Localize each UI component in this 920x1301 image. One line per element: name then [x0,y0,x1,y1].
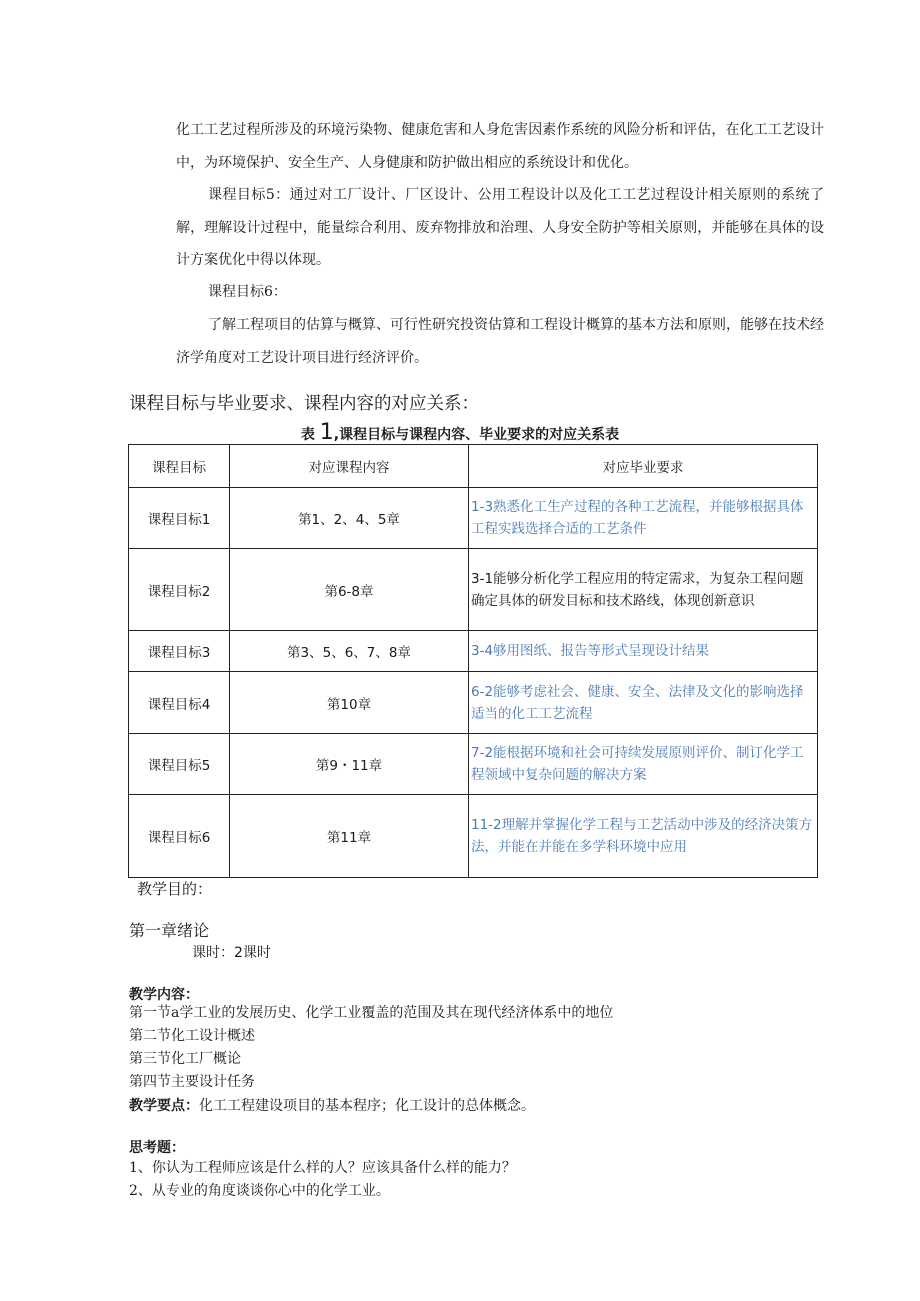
content-cell: 第3、5、6、7、8章 [230,631,469,672]
caption-prefix: 表 [300,427,315,443]
table-row [129,631,818,672]
content-cell: 第1、2、4、5章 [230,488,469,549]
requirement-cell: 6-2能够考虑社会、健康、安全、法律及文化的影响选择适当的化工工艺流程 [469,672,818,734]
content-cell: 第10章 [230,672,469,734]
requirement-cell: 11-2理解并掌握化学工程与工艺活动中涉及的经济决策方法，并能在并能在多学科环境中应用 [469,795,818,878]
table-header-row [129,445,818,488]
content-cell: 第6-8章 [230,549,469,631]
goal-mapping-table [128,444,818,878]
requirement-cell: 3-4够用图纸、报告等形式呈现设计结果 [469,631,818,672]
header-goal: 课程目标 [129,445,230,488]
goal-cell: 课程目标6 [129,795,230,878]
chapter-title: 第一章绪论 [129,921,210,940]
caption-text: ,课程目标与课程内容、毕业要求的对应关系表 [333,427,620,443]
teaching-purpose-label: 教学目的： [137,880,213,898]
requirement-cell: 7-2能根据环境和社会可持续发展原则评价、制订化学工程领域中复杂问题的解决方案 [469,734,818,795]
table-row [129,795,818,878]
questions-label: 思考题： [129,1140,185,1156]
table-row [129,549,818,631]
content-cell: 第9・11章 [230,734,469,795]
goal-cell: 课程目标4 [129,672,230,734]
header-content: 对应课程内容 [230,445,469,488]
teaching-key-text: 化工工程建设项目的基本程序；化工设计的总体概念。 [199,1098,535,1114]
content-cell: 第11章 [230,795,469,878]
teaching-key-label: 教学要点： [129,1098,199,1114]
requirement-cell: 1-3熟悉化工生产过程的各种工艺流程，并能够根据具体工程实践选择合适的工艺条件 [469,488,818,549]
paragraph-risk-analysis: 化工工艺过程所涉及的环境污染物、健康危害和人身危害因素作系统的风险分析和评估，在化工工艺设计中，为环境保护、安全生产、人身健康和防护做出相应的系统设计和优化。 [176,122,824,171]
class-hours: 课时：2课时 [192,945,271,961]
goal-cell: 课程目标5 [129,734,230,795]
table-caption [0,420,920,445]
relation-heading: 课程目标与毕业要求、课程内容的对应关系： [129,394,479,414]
goal-cell: 课程目标3 [129,631,230,672]
section-item: 第二节化工设计概述 [129,1028,255,1044]
section-item: 第三节化工厂概论 [129,1051,241,1067]
teaching-key-points [129,1095,535,1115]
header-requirement: 对应毕业要求 [469,445,818,488]
table-row [129,488,818,549]
section-item: 第四节主要设计任务 [129,1074,255,1090]
teaching-content-label: 教学内容： [129,987,199,1003]
paragraph-goal-5: 课程目标5：通过对工厂设计、厂区设计、公用工程设计以及化工工艺过程设计相关原则的系统了解，理解设计过程中，能量综合利用、废弃物排放和治理、人身安全防护等相关原则，并能够在具体的设计方案优化中得以体现。 [176,187,824,268]
paragraph-goal-6: 了解工程项目的估算与概算、可行性研究投资估算和工程设计概算的基本方法和原则，能够在技术经济学角度对工艺设计项目进行经济评价。 [176,317,824,366]
caption-number: 1 [319,420,334,445]
requirement-cell: 3-1能够分析化学工程应用的特定需求，为复杂工程问题确定具体的研发目标和技术路线，体现创新意识 [469,549,818,631]
table-row [129,672,818,734]
question-item: 2、从专业的角度谈谈你心中的化学工业。 [129,1183,390,1199]
question-item: 1、你认为工程师应该是什么样的人？应该具备什么样的能力？ [129,1160,516,1176]
goal-cell: 课程目标1 [129,488,230,549]
paragraph-goal-6-label: 课程目标6： [208,284,287,300]
table-row [129,734,818,795]
section-item: 第一节a学工业的发展历史、化学工业覆盖的范围及其在现代经济体系中的地位 [129,1005,614,1021]
goal-cell: 课程目标2 [129,549,230,631]
